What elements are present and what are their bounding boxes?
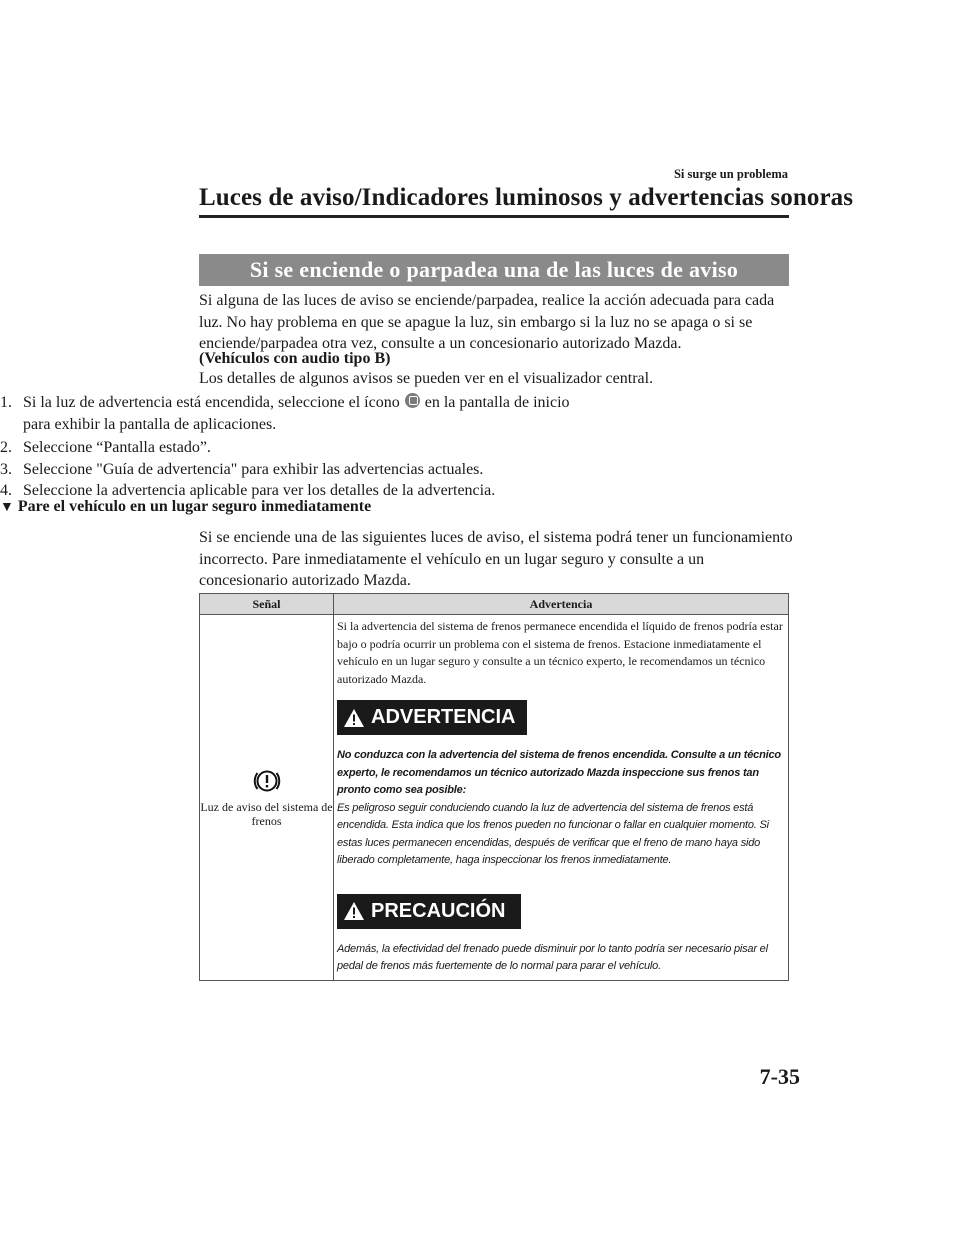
running-head: Si surge un problema — [673, 167, 788, 181]
warning-triangle-icon — [343, 708, 365, 728]
warning-cell — [334, 615, 789, 981]
step-text: en la pantalla de inicio para exhibir la pantalla de aplicaciones. — [23, 394, 570, 433]
step-text: Seleccione la advertencia aplicable para ver los detalles de la advertencia. — [23, 482, 496, 499]
table-header-row — [200, 594, 789, 615]
step-item — [0, 459, 600, 481]
brake-warning-icon — [252, 766, 282, 796]
triangle-down-icon: ▼ — [0, 500, 14, 515]
column-header-signal: Señal — [200, 594, 334, 615]
warning-description: Si la advertencia del sistema de frenos permanece encendida el líquido de frenos podría estar bajo o podría ocurrir un problema con el sistema de frenos. Estacione inmediatamente el vehículo en un lugar seguro y consulte a un técnico experto, le recomendamos un técnico autorizado Mazda. — [337, 619, 783, 686]
urgent-paragraph: Si se enciende una de las siguientes luces de aviso, el sistema podrá tener un funcionamiento incorrecto. Pare inmediatamente el vehículo en un lugar seguro y consulte a un concesionario autorizado Mazda. — [199, 529, 793, 589]
signal-table — [199, 593, 789, 981]
step-number: 2. — [0, 439, 12, 456]
step-text: Seleccione "Guía de advertencia" para exhibir las advertencias actuales. — [23, 460, 484, 478]
step-number: 1. — [0, 394, 12, 411]
caution-text: Además, la efectividad del frenado puede disminuir por lo tanto podría ser necesario pisar el pedal de frenos más fuertemente de lo normal para parar el vehículo. — [337, 942, 768, 972]
table-row — [200, 615, 789, 981]
advertencia-badge — [337, 700, 527, 735]
detail-line: Los detalles de algunos avisos se pueden ver en el visualizador central. — [199, 370, 654, 387]
page-number: 7-35 — [759, 1064, 800, 1089]
caution-triangle-icon — [343, 901, 365, 921]
precaucion-badge — [337, 894, 521, 929]
warning-bold-text: No conduzca con la advertencia del sistema de frenos encendida. Consulte a un técnico experto, le recomendamos un técnico autorizado Mazda inspeccione sus frenos tan pronto como sea posible: — [337, 749, 781, 796]
subheading-text: Pare el vehículo en un lugar seguro inmediatamente — [17, 498, 372, 515]
signal-cell — [200, 615, 334, 981]
steps-list — [0, 392, 600, 502]
column-header-warning: Advertencia — [334, 594, 789, 615]
advertencia-label: ADVERTENCIA — [371, 706, 516, 728]
step-number: 4. — [0, 482, 12, 499]
warning-body-text: Es peligroso seguir conduciendo cuando la luz de advertencia del sistema de frenos está encendida. Esta indica que los frenos pueden no funcionar o fallar en cualquier momento. Si estas luces permanecen encendidas, después de verificar que el freno de mano haya sido liberado completamente, haga inspeccionar los frenos inmediatamente. — [337, 801, 769, 866]
step-text: Si la luz de advertencia está encendida, seleccione el ícono — [23, 394, 400, 411]
intro-paragraph: Si alguna de las luces de aviso se enciende/parpadea, realice la acción adecuada para cada luz. No hay problema en que se apague la luz, sin embargo si la luz no se apaga o si se enciende/parpadea otra vez, consulte a un concesionario autorizado Mazda. — [199, 292, 775, 352]
step-text: Seleccione “Pantalla estado”. — [23, 439, 211, 456]
signal-label: Luz de aviso del sistema de frenos — [200, 800, 333, 829]
section-title: Si se enciende o parpadea una de las luces de aviso — [199, 254, 789, 286]
precaucion-label: PRECAUCIÓN — [371, 899, 506, 922]
step-item — [0, 437, 600, 459]
step-item — [0, 392, 600, 435]
subheading — [0, 498, 371, 516]
apps-icon — [405, 393, 420, 408]
chapter-title: Luces de aviso/Indicadores luminosos y advertencias sonoras — [199, 184, 854, 211]
vehicle-note: (Vehículos con audio tipo B) — [199, 350, 391, 367]
step-number: 3. — [0, 460, 12, 478]
chapter-rule — [199, 215, 789, 218]
